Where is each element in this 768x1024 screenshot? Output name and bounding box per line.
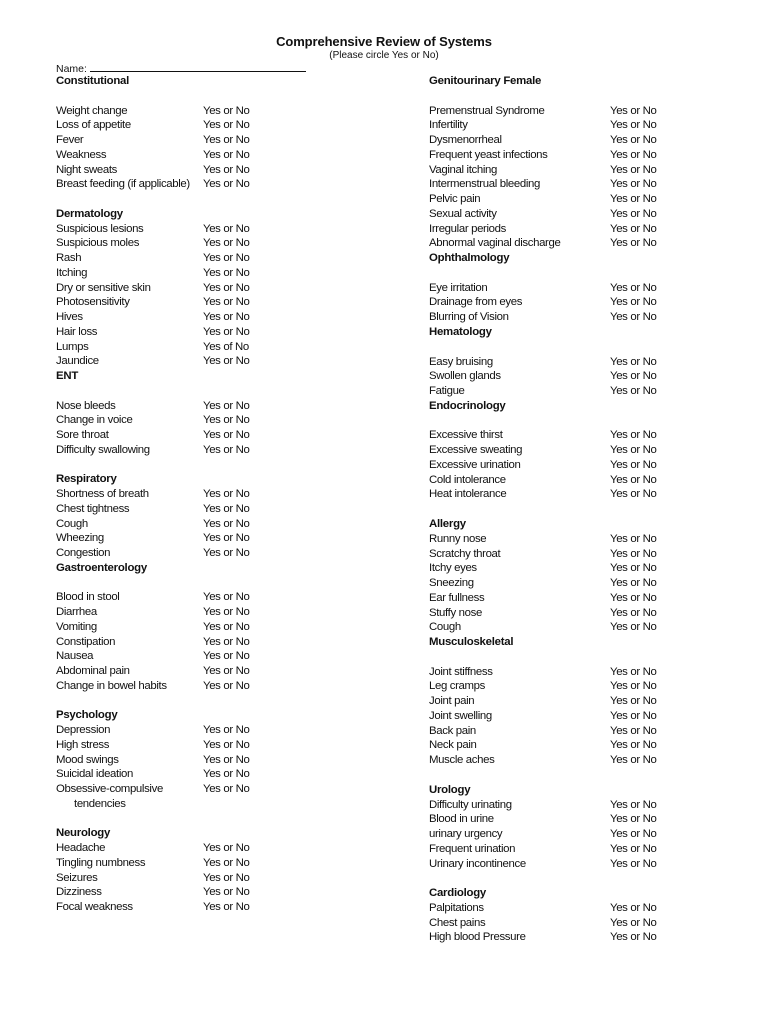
yes-or-no-choice[interactable]: Yes or No (203, 325, 250, 338)
symptom-label: Constipation (56, 635, 116, 648)
symptom-label: Hair loss (56, 325, 98, 338)
symptom-row-suicidal-ideation (56, 767, 386, 782)
symptom-row-back-pain (429, 724, 759, 739)
symptom-label: Premenstrual Syndrome (429, 104, 545, 117)
yes-or-no-choice[interactable]: Yes or No (610, 385, 657, 398)
symptom-row-change-in-bowel-habits (56, 679, 386, 694)
yes-or-no-choice[interactable]: Yes or No (610, 916, 657, 929)
spacer (56, 384, 386, 399)
yes-or-no-choice[interactable]: Yes or No (203, 856, 250, 869)
symptom-label: Frequent urination (429, 842, 516, 855)
symptom-row-change-in-voice (56, 413, 386, 428)
symptom-row-high-blood-pressure (429, 930, 759, 945)
yes-or-no-choice[interactable]: Yes or No (203, 266, 250, 279)
symptom-row-wheezing (56, 531, 386, 546)
symptom-row-seizures (56, 871, 386, 886)
yes-or-no-choice[interactable]: Yes or No (610, 444, 657, 457)
yes-or-no-choice[interactable]: Yes or No (610, 665, 657, 678)
symptom-label-continuation: tendencies (74, 797, 126, 810)
symptom-row-intermenstrual-bleeding (429, 177, 759, 192)
symptom-row-drainage-from-eyes (429, 295, 759, 310)
symptom-row-constipation (56, 635, 386, 650)
symptom-row-vaginal-itching (429, 163, 759, 178)
yes-or-no-choice[interactable]: Yes or No (203, 429, 250, 441)
section-heading-hematology: Hematology (429, 326, 492, 339)
symptom-label: Breast feeding (if applicable) (56, 178, 190, 191)
symptom-row-congestion (56, 546, 386, 561)
symptom-row-weakness (56, 148, 386, 163)
section-heading-psychology: Psychology (56, 709, 118, 722)
symptom-label: Nausea (56, 650, 94, 663)
yes-or-no-choice[interactable]: Yes or No (610, 119, 657, 132)
symptom-row-loss-of-appetite (56, 118, 386, 133)
symptom-label: Palpitations (429, 901, 484, 914)
yes-or-no-choice[interactable]: Yes or No (203, 517, 250, 530)
symptom-row-palpitations (429, 901, 759, 916)
yes-or-no-choice[interactable]: Yes or No (610, 193, 657, 206)
symptom-label: Intermenstrual bleeding (429, 178, 540, 191)
symptom-label: Abnormal vaginal discharge (429, 237, 561, 250)
symptom-row-urinary-urgency (429, 827, 759, 842)
symptom-label: Fever (56, 134, 84, 146)
symptom-row-sore-throat (56, 428, 386, 443)
symptom-row-fatigue (429, 384, 759, 399)
symptom-row-suspicious-lesions (56, 222, 386, 237)
symptom-row-abnormal-vaginal-discharge (429, 236, 759, 251)
symptom-label: Joint pain (429, 695, 475, 708)
symptom-label: Easy bruising (429, 355, 493, 368)
symptom-label: Dizziness (56, 886, 102, 899)
form-instructions: (Please circle Yes or No) (329, 50, 439, 61)
symptom-row-premenstrual-syndrome (429, 104, 759, 119)
yes-or-no-choice[interactable]: Yes or No (203, 134, 250, 146)
spacer (429, 768, 759, 783)
section-heading-cardiology: Cardiology (429, 887, 486, 900)
left-column (56, 74, 386, 915)
symptom-label: Suspicious lesions (56, 222, 144, 235)
symptom-label: Excessive urination (429, 458, 521, 471)
symptom-label: Tingling numbness (56, 856, 146, 869)
symptom-label: Diarrhea (56, 606, 97, 618)
symptom-row-dry-or-sensitive-skin (56, 281, 386, 296)
yes-or-no-choice[interactable]: Yes or No (610, 370, 657, 383)
symptom-label: Blurring of Vision (429, 311, 509, 324)
symptom-label: Seizures (56, 871, 98, 884)
yes-or-no-choice[interactable]: Yes or No (203, 281, 250, 294)
symptom-label: Dry or sensitive skin (56, 281, 151, 294)
symptom-label: Difficulty urinating (429, 798, 512, 811)
yes-or-no-choice[interactable]: Yes or No (610, 296, 657, 309)
symptom-row-headache (56, 841, 386, 856)
yes-or-no-choice[interactable]: Yes or No (203, 414, 250, 427)
section-heading-genitourinary-female: Genitourinary Female (429, 75, 542, 87)
symptom-label: Joint swelling (429, 709, 492, 722)
symptom-label: Leg cramps (429, 680, 486, 693)
spacer (56, 89, 386, 104)
yes-or-no-choice[interactable]: Yes or No (610, 473, 657, 486)
symptom-label: Runny nose (429, 532, 487, 545)
symptom-label: Itchy eyes (429, 562, 477, 575)
symptom-row-swollen-glands (429, 369, 759, 384)
symptom-row-pelvic-pain (429, 192, 759, 207)
yes-or-no-choice[interactable]: Yes or No (203, 547, 250, 559)
symptom-row-high-stress (56, 738, 386, 753)
spacer (429, 340, 759, 355)
symptom-label: Joint stiffness (429, 665, 493, 678)
spacer (429, 89, 759, 104)
section-heading-allergy: Allergy (429, 517, 466, 530)
yes-or-no-choice[interactable]: Yes or No (610, 178, 657, 191)
symptom-row-heat-intolerance (429, 487, 759, 502)
symptom-row-shortness-of-breath (56, 487, 386, 502)
symptom-label: Night sweats (56, 163, 118, 176)
symptom-label: Chest pains (429, 916, 486, 929)
symptom-row-itchy-eyes (429, 561, 759, 576)
yes-or-no-choice[interactable]: Yes or No (203, 355, 250, 368)
yes-or-no-choice[interactable]: Yes or No (203, 237, 250, 250)
symptom-label: Scratchy throat (429, 547, 501, 560)
symptom-row-eye-irritation (429, 281, 759, 296)
symptom-label: Obsessive-compulsive (56, 783, 163, 795)
section-heading-respiratory: Respiratory (56, 473, 117, 486)
symptom-label: Neck pain (429, 739, 477, 752)
symptom-row-excessive-sweating (429, 443, 759, 458)
yes-or-no-choice[interactable]: Yes or No (610, 547, 657, 560)
yes-or-no-choice[interactable]: Yes or No (203, 768, 250, 781)
yes-or-no-choice[interactable]: Yes or No (203, 443, 250, 456)
yes-or-no-choice[interactable]: Yes or No (610, 680, 657, 693)
yes-or-no-choice[interactable]: Yes or No (203, 163, 250, 176)
symptom-row-cough (429, 620, 759, 635)
symptom-label: Depression (56, 724, 111, 736)
yes-or-no-choice[interactable]: Yes or No (610, 901, 657, 914)
spacer (56, 694, 386, 709)
yes-or-no-choice[interactable]: Yes or No (610, 148, 657, 161)
yes-or-no-choice[interactable]: Yes or No (203, 532, 250, 545)
symptom-row-excessive-thirst (429, 428, 759, 443)
symptom-label: Cold intolerance (429, 473, 506, 486)
symptom-label: Heat intolerance (429, 488, 507, 501)
symptom-row-rash (56, 251, 386, 266)
yes-or-no-choice[interactable]: Yes or No (610, 931, 657, 944)
yes-or-no-choice[interactable]: Yes or No (610, 754, 657, 767)
symptom-label: Wheezing (56, 532, 104, 545)
spacer (429, 266, 759, 281)
symptom-label: urinary urgency (429, 828, 503, 841)
symptom-label: Vaginal itching (429, 163, 497, 176)
yes-or-no-choice[interactable]: Yes or No (610, 281, 657, 294)
section-heading-ophthalmology: Ophthalmology (429, 252, 510, 265)
symptom-label: Nose bleeds (56, 399, 116, 412)
symptom-row-night-sweats (56, 163, 386, 178)
spacer (429, 414, 759, 429)
symptom-row-weight-change (56, 104, 386, 119)
yes-or-no-choice[interactable]: Yes or No (610, 532, 657, 545)
yes-or-no-choice[interactable]: Yes or No (203, 665, 250, 677)
section-heading-urology: Urology (429, 783, 471, 796)
yes-or-no-choice[interactable]: Yes or No (203, 488, 250, 500)
symptom-label: Itching (56, 266, 88, 279)
symptom-row-scratchy-throat (429, 547, 759, 562)
yes-or-no-choice[interactable]: Yes or No (610, 724, 657, 737)
symptom-row-jaundice (56, 354, 386, 369)
symptom-label: Lumps (56, 340, 89, 353)
symptom-row-obsessive-compulsive (56, 782, 386, 797)
symptom-row-neck-pain (429, 738, 759, 753)
spacer (429, 650, 759, 665)
symptom-row-joint-stiffness (429, 665, 759, 680)
symptom-label: Cough (56, 517, 88, 530)
yes-or-no-choice[interactable]: Yes or No (610, 207, 657, 220)
symptom-row-diarrhea (56, 605, 386, 620)
symptom-label: Loss of appetite (56, 119, 131, 132)
yes-or-no-choice[interactable]: Yes or No (203, 724, 250, 736)
symptom-row-suspicious-moles (56, 236, 386, 251)
symptom-row-easy-bruising (429, 355, 759, 370)
symptom-row-leg-cramps (429, 679, 759, 694)
symptom-row-hives (56, 310, 386, 325)
yes-or-no-choice[interactable]: Yes or No (610, 488, 657, 501)
symptom-label: Jaundice (56, 355, 99, 368)
yes-or-no-choice[interactable]: Yes or No (610, 237, 657, 250)
yes-or-no-choice[interactable]: Yes or No (610, 813, 657, 826)
name-label: Name: (56, 63, 87, 75)
name-blank-line[interactable] (90, 61, 306, 72)
symptom-label: Ear fullness (429, 591, 485, 604)
symptom-label: Back pain (429, 724, 476, 737)
symptom-label: Drainage from eyes (429, 296, 523, 309)
symptom-label: Urinary incontinence (429, 857, 526, 870)
symptom-label: Pelvic pain (429, 193, 481, 206)
yes-or-no-choice[interactable]: Yes or No (203, 148, 250, 161)
symptom-label: Sexual activity (429, 207, 497, 220)
right-column (429, 74, 759, 945)
yes-or-no-choice[interactable]: Yes or No (203, 635, 250, 648)
symptom-label: Suicidal ideation (56, 768, 134, 781)
symptom-row-lumps (56, 340, 386, 355)
symptom-row-abdominal-pain (56, 664, 386, 679)
yes-or-no-choice[interactable]: Yes or No (203, 650, 250, 663)
yes-or-no-choice[interactable]: Yes or No (203, 901, 250, 913)
yes-or-no-choice[interactable]: Yes or No (610, 857, 657, 870)
yes-or-no-choice[interactable]: Yes or No (203, 222, 250, 235)
symptom-label: Chest tightness (56, 502, 130, 515)
symptom-label: Abdominal pain (56, 665, 130, 677)
symptom-row-ear-fullness (429, 591, 759, 606)
symptom-row-nose-bleeds (56, 399, 386, 414)
yes-or-no-choice[interactable]: Yes or No (610, 311, 657, 324)
section-heading-endocrinology: Endocrinology (429, 399, 506, 412)
symptom-label: Vomiting (56, 620, 97, 633)
section-heading-constitutional: Constitutional (56, 75, 130, 87)
symptom-row-chest-tightness (56, 502, 386, 517)
symptom-row-tingling-numbness (56, 856, 386, 871)
symptom-row-blood-in-urine (429, 812, 759, 827)
section-heading-gastroenterology: Gastroenterology (56, 561, 147, 574)
symptom-row-stuffy-nose (429, 606, 759, 621)
section-heading-dermatology: Dermatology (56, 207, 123, 220)
yes-or-no-choice[interactable]: Yes or No (203, 738, 250, 751)
symptom-row-blood-in-stool (56, 590, 386, 605)
spacer (56, 576, 386, 591)
yes-or-no-choice[interactable]: Yes or No (610, 355, 657, 368)
name-field (56, 61, 306, 75)
symptom-row-cold-intolerance (429, 473, 759, 488)
yes-or-no-choice[interactable]: Yes or No (610, 798, 657, 811)
symptom-label: Focal weakness (56, 901, 133, 913)
symptom-label: Photosensitivity (56, 296, 130, 309)
spacer (429, 502, 759, 517)
symptom-row-itching (56, 266, 386, 281)
symptom-row-frequent-yeast-infections (429, 148, 759, 163)
symptom-label: Fatigue (429, 385, 465, 398)
symptom-label: Weight change (56, 104, 128, 117)
symptom-row-excessive-urination (429, 458, 759, 473)
yes-or-no-choice[interactable]: Yes or No (203, 753, 250, 766)
yes-or-no-choice[interactable]: Yes or No (610, 606, 657, 619)
symptom-row-blurring-of-vision (429, 310, 759, 325)
yes-or-no-choice[interactable]: Yes or No (203, 842, 250, 854)
yes-or-no-choice[interactable]: Yes or No (203, 591, 250, 604)
symptom-label: Stuffy nose (429, 606, 482, 619)
symptom-label: Suspicious moles (56, 237, 140, 250)
symptom-label: Difficulty swallowing (56, 443, 150, 456)
symptom-row-breast-feeding-if-applicable (56, 177, 386, 192)
yes-or-no-choice[interactable]: Yes or No (610, 562, 657, 575)
symptom-row-frequent-urination (429, 842, 759, 857)
symptom-label: Infertility (429, 119, 468, 132)
symptom-label: Weakness (56, 148, 107, 161)
symptom-label: High blood Pressure (429, 931, 526, 944)
yes-or-no-choice[interactable]: Yes or No (203, 783, 250, 795)
symptom-row-nausea (56, 649, 386, 664)
yes-or-no-choice[interactable]: Yes or No (203, 178, 250, 191)
yes-or-no-choice[interactable]: Yes or No (203, 399, 250, 412)
symptom-label: Change in bowel habits (56, 679, 167, 692)
symptom-row-difficulty-urinating (429, 798, 759, 813)
spacer (56, 458, 386, 473)
symptom-row-dizziness (56, 885, 386, 900)
symptom-label: Congestion (56, 547, 111, 559)
yes-or-no-choice[interactable]: Yes or No (610, 591, 657, 604)
symptom-row-sneezing (429, 576, 759, 591)
yes-or-no-choice[interactable]: Yes or No (203, 606, 250, 618)
yes-or-no-choice[interactable]: Yes or No (203, 886, 250, 899)
symptom-label: Rash (56, 252, 82, 264)
symptom-label: Irregular periods (429, 222, 506, 235)
yes-or-no-choice[interactable]: Yes or No (203, 296, 250, 309)
symptom-label: High stress (56, 738, 110, 751)
symptom-row-chest-pains (429, 916, 759, 931)
symptom-row-difficulty-swallowing (56, 443, 386, 458)
symptom-label: Sore throat (56, 429, 109, 441)
symptom-label: Shortness of breath (56, 488, 149, 500)
yes-or-no-choice[interactable]: Yes or No (610, 429, 657, 442)
symptom-row-vomiting (56, 620, 386, 635)
symptom-label: Frequent yeast infections (429, 148, 548, 161)
spacer (429, 871, 759, 886)
yes-or-no-choice[interactable]: Yes or No (610, 842, 657, 855)
yes-or-no-choice[interactable]: Yes or No (610, 163, 657, 176)
symptom-label: Cough (429, 621, 461, 634)
symptom-row-dysmenorrheal (429, 133, 759, 148)
symptom-row-muscle-aches (429, 753, 759, 768)
section-heading-neurology: Neurology (56, 827, 111, 840)
symptom-row-focal-weakness (56, 900, 386, 915)
symptom-label: Excessive sweating (429, 444, 523, 457)
yes-or-no-choice[interactable]: Yes or No (610, 709, 657, 722)
symptom-row-runny-nose (429, 532, 759, 547)
spacer (56, 192, 386, 207)
symptom-label: Blood in urine (429, 813, 494, 826)
symptom-row-irregular-periods (429, 222, 759, 237)
yes-or-no-choice[interactable]: Yes or No (203, 679, 250, 692)
yes-or-no-choice[interactable]: Yes or No (203, 502, 250, 515)
symptom-label: Eye irritation (429, 281, 488, 294)
symptom-label: Hives (56, 311, 83, 323)
yes-or-no-choice[interactable]: Yes or No (203, 119, 250, 132)
yes-or-no-choice[interactable]: Yes or No (610, 577, 657, 590)
symptom-row-urinary-incontinence (429, 857, 759, 872)
symptom-label: Mood swings (56, 753, 119, 766)
yes-or-no-choice[interactable]: Yes or No (610, 104, 657, 117)
yes-or-no-choice[interactable]: Yes or No (610, 695, 657, 708)
yes-or-no-choice[interactable]: Yes or No (610, 134, 657, 147)
yes-or-no-choice[interactable]: Yes or No (610, 458, 657, 471)
yes-or-no-choice[interactable]: Yes or No (610, 739, 657, 752)
symptom-label: Muscle aches (429, 754, 495, 767)
symptom-label: Dysmenorrheal (429, 134, 502, 147)
symptom-label: Headache (56, 842, 106, 854)
symptom-row-photosensitivity (56, 295, 386, 310)
symptom-row-sexual-activity (429, 207, 759, 222)
yes-or-no-choice[interactable]: Yes or No (610, 222, 657, 235)
yes-or-no-choice[interactable]: Yes or No (203, 104, 250, 117)
symptom-label: Blood in stool (56, 591, 120, 604)
section-heading-ent: ENT (56, 370, 79, 382)
section-heading-musculoskeletal: Musculoskeletal (429, 636, 514, 649)
symptom-row-depression (56, 723, 386, 738)
symptom-label: Change in voice (56, 414, 133, 427)
symptom-label: Swollen glands (429, 370, 501, 383)
symptom-row-mood-swings (56, 753, 386, 768)
form-title: Comprehensive Review of Systems (276, 34, 492, 49)
yes-or-no-choice[interactable]: Yes or No (610, 828, 657, 841)
symptom-row-joint-swelling (429, 709, 759, 724)
symptom-row-cough (56, 517, 386, 532)
yes-or-no-choice[interactable]: Yes or No (610, 621, 657, 634)
yes-or-no-choice[interactable]: Yes or No (203, 252, 250, 264)
symptom-label: Excessive thirst (429, 429, 503, 442)
yes-or-no-choice[interactable]: Yes or No (203, 620, 250, 633)
yes-or-no-choice[interactable]: Yes or No (203, 311, 250, 323)
symptom-row-joint-pain (429, 694, 759, 709)
symptom-row-infertility (429, 118, 759, 133)
yes-or-no-choice[interactable]: Yes or No (203, 871, 250, 884)
yes-or-no-choice[interactable]: Yes of No (203, 340, 249, 353)
symptom-label: Sneezing (429, 577, 474, 590)
spacer (56, 812, 386, 827)
symptom-row-hair-loss (56, 325, 386, 340)
symptom-row-fever (56, 133, 386, 148)
